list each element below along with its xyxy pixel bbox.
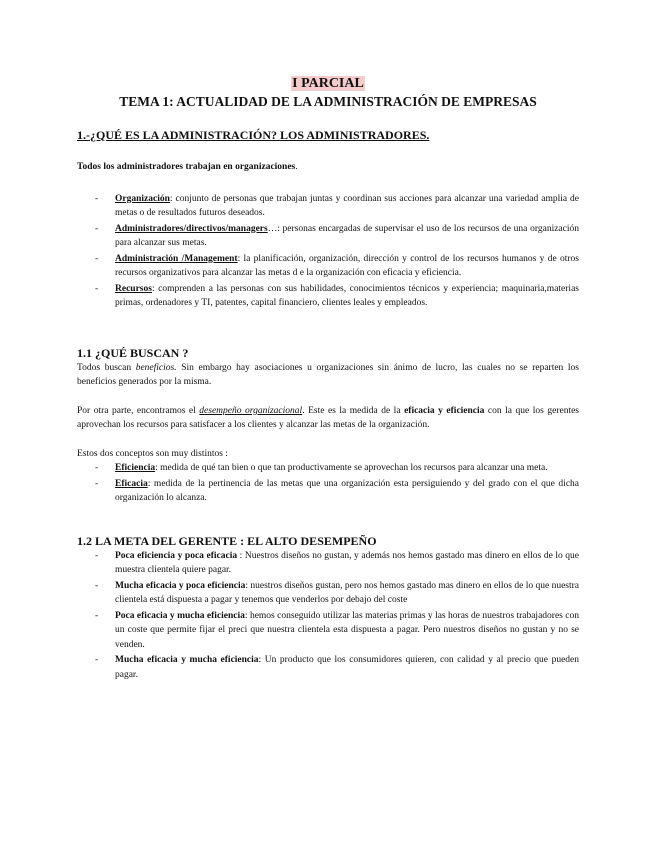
emphasis: desempeño organizacional	[199, 405, 303, 416]
bullet-dash: -	[95, 580, 99, 591]
bullet-dash: -	[95, 655, 99, 665]
section-1-2-title: 1.2 LA META DEL GERENTE : EL ALTO DESEMPEÑO	[77, 533, 377, 548]
term: Poca eficiencia y poca eficacia	[115, 550, 238, 561]
bullet-dash: -	[95, 550, 99, 561]
section-1-1-title: 1.1 ¿QUÉ BUSCAN ?	[77, 345, 189, 360]
parcial-heading	[77, 76, 579, 92]
text-run: Sin embargo hay asociaciones u organizaciones sin ánimo de lucro, las cuales no se reparten los beneficios generados por la misma.	[77, 362, 580, 387]
bullet-dash: -	[95, 253, 99, 264]
bullet-dash: -	[95, 463, 99, 473]
section-1-title: 1.-¿QUÉ ES LA ADMINISTRACIÓN? LOS ADMINISTRADORES.	[77, 128, 430, 142]
term: Organización	[115, 193, 170, 204]
parcial-heading-text: I PARCIAL	[292, 76, 364, 91]
bullet-dash: -	[95, 478, 99, 489]
text-run: con la que los gerentes aprovechan los recursos para satisfacer a los clientes y alcanzar las metas de la organización.	[77, 405, 580, 430]
definition: : medida de la pertinencia de las metas que una organización esta persiguiendo y del grado con el que dicha organización lo alcanza.	[115, 478, 579, 503]
bullet-dash: -	[95, 193, 99, 204]
section-1-intro	[77, 160, 579, 175]
definition: : medida de qué tan bien o que tan productivamente se aprovechan los recursos para alcanzar una meta.	[155, 463, 548, 473]
definition: : conjunto de personas que trabajan juntas y coordinan sus acciones para alcanzar una variedad amplia de metas o de resultados futuros deseados.	[115, 193, 579, 218]
term: Eficiencia	[115, 463, 156, 473]
bullet-dash: -	[95, 223, 99, 234]
tema-heading: TEMA 1: ACTUALIDAD DE LA ADMINISTRACIÓN DE EMPRESAS	[119, 94, 537, 109]
list-item	[77, 252, 579, 281]
list-item	[77, 192, 579, 221]
term: Eficacia	[115, 478, 148, 489]
section-1-intro-strong: Todos los administradores trabajan en organizaciones	[77, 162, 296, 172]
strong-text: eficacia y eficiencia	[404, 405, 485, 416]
section-1-1-paragraph-3: Estos dos conceptos son muy distintos :	[77, 448, 228, 459]
definition: : nuestros diseños gustan, pero nos hemos gastado mas dinero en ellos de lo que nuestra clientela está dispuesta a pagar y tenemos que venderlos por debajo del coste	[115, 580, 580, 605]
section-1-1-paragraph-1	[77, 361, 579, 390]
definition: : Nuestros diseños no gustan, y además nos hemos gastado mas dinero en ellos de lo que muestra clientela quiere pagar.	[115, 550, 580, 575]
section-1-1-list	[77, 461, 579, 506]
definition: : comprenden a las personas con sus habilidades, conocimientos técnicos y experiencia; maquinaria,materias primas, ordenadores y TI, patentes, capital financiero, clientes leales y empleados.	[115, 283, 579, 308]
list-item	[77, 579, 579, 608]
term: Poca eficacia y mucha eficiencia	[115, 610, 245, 621]
section-1-list	[77, 192, 579, 311]
term: Administración /Management	[115, 253, 238, 264]
list-item	[77, 477, 579, 506]
definition: : Un producto que los consumidores quieren, con calidad y al precio que pueden pagar.	[115, 655, 579, 680]
section-1-1-paragraph-2	[77, 404, 579, 433]
list-item	[77, 222, 579, 251]
text-run: Todos buscan	[77, 362, 136, 373]
emphasis: beneficios.	[135, 362, 177, 373]
term: Mucha eficacia y mucha eficiencia	[115, 655, 259, 665]
definition: …: personas encargadas de supervisar el uso de los recursos de una organización para alcanzar sus metas.	[115, 223, 579, 248]
term: Mucha eficacia y poca eficiencia	[115, 580, 246, 591]
list-item	[77, 653, 579, 682]
section-1-2-list	[77, 549, 579, 683]
list-item	[77, 549, 579, 578]
term: Recursos	[115, 283, 152, 294]
list-item	[77, 282, 579, 311]
list-item	[77, 461, 579, 476]
text-run: . Este es la medida de la	[302, 405, 405, 416]
bullet-dash: -	[95, 610, 99, 621]
term: Administradores/directivos/managers	[115, 223, 268, 234]
bullet-dash: -	[95, 283, 99, 294]
definition: : hemos conseguido utilizar las materias primas y las horas de nuestros trabajadores con un coste que permite fijar el preci que nuestra clientela esta dispuesta a pagar. Pero nuestros diseños no gustan y no se venden.	[115, 610, 579, 650]
text-run: Por otra parte, encontramos el	[77, 405, 200, 416]
list-item	[77, 609, 579, 653]
section-1-intro-end: .	[295, 162, 298, 172]
definition: : la planificación, organización, dirección y control de los recursos humanos y de otros recursos organizativos para alcanzar las metas d e la organización con eficacia y eficiencia.	[115, 253, 579, 278]
